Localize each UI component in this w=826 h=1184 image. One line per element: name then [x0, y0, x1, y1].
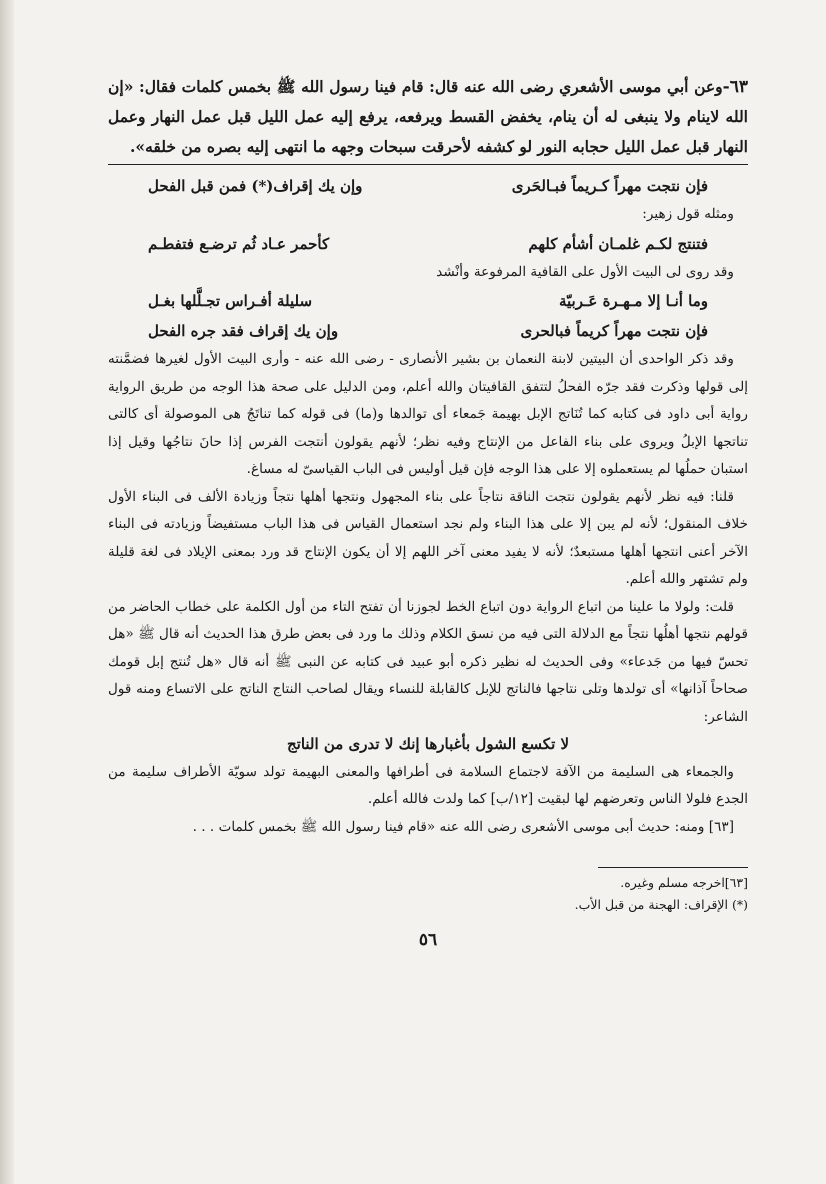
document-page	[108, 72, 748, 950]
hadith-63	[108, 72, 748, 162]
hadith-number: ٦٣-	[722, 77, 748, 97]
verse-1-right: فإن نتجت مهراً كـريماً فبـالحَرى	[511, 177, 708, 195]
verse-4-right: فإن نتجت مهراً كريماً فبالحرى	[520, 322, 708, 340]
verse-3-right: وما أنـا إلا مـهـرة عَـربيّة	[558, 292, 708, 310]
verse-4-left: وإن يك إقراف فقد جره الفحل	[148, 322, 339, 340]
verse-4	[108, 316, 748, 346]
verse-1	[108, 171, 748, 201]
verse-2-right: فتنتج لكـم غلمـان أشأم كلهم	[528, 234, 708, 253]
scan-left-edge	[0, 0, 14, 1184]
verse-2-left: كأحمر عـاد ثُم ترضـع فتفطـم	[148, 234, 330, 253]
intro-recite: وقد روى لى البيت الأول على القافية المرفوعة وأنْشد	[436, 263, 734, 280]
intro-zuhair: ومثله قول زهير:	[642, 206, 734, 222]
verse-1-left: وإن يك إقراف(*) فمن قبل الفحل	[148, 177, 363, 195]
verse-3	[108, 286, 748, 316]
footnote-2: (*) الإقراف: الهجنة من قبل الأب.	[574, 897, 748, 912]
verse-3-left: سليلة أفـراس تجـلَّلها بغـل	[148, 292, 313, 310]
paragraph-3: قلت: ولولا ما علينا من اتباع الرواية دون اتباع الخط لجوزنا أن تفتح التاء من أول الكلمة على خطاب الحاضر من قولهم نتجها أهلُها نتجاً مع الدلالة التى فيه من نسق الكلام وذلك ما ورد فى بعض طرق هذا الحديث أنه قال ﷺ «هل تحسّ فيها من جَدعاء» وفى الحديث له نظير ذكره أبو عبيد فى كتابه عن النبى ﷺ أنه قال «هل تُنتج إبل قومك صحاحاً آذانها» أى تولدها وتلى نتاجها فالناتج للإبل كالقابلة للنساء ويقال لصاحب النتاج الناتج على الاتساع ومنه قول الشاعر:	[108, 598, 748, 725]
footnote-rule	[598, 867, 748, 868]
paragraph-1: وقد ذكر الواحدى أن البيتين لابنة النعمان بن بشير الأنصارى - رضى الله عنه - وأرى البيت الأول لغيرها فضمَّنته إلى قولها وذكرت فقد جرّه الفحلُ لتتفق القافيتان والله أعلم، ومن الدليل على صحة هذا الوجه من طريق الرواية رواية أبى داود فى كتابه كما تُنَاتج الإبل بهيمة جَمعاء أى توالدها و(ما) فى قوله كما تناتَجُ هى الموصولة أى كالتى تناتجها الإبلُ ويروى على بناء الفاعل من الإنتاج وفيه نظر؛ لأنهم يقولون أنتجت الفرس إذا حانَ نتاجُها وقيل إذا استبان حملُها لم يستعملوه إلا على هذا الوجه فإن قيل أوليس فى الباب القياسىّ له مساغ.	[108, 351, 748, 477]
verse-2	[108, 229, 748, 259]
header-rule	[108, 164, 748, 165]
paragraph-5: [٦٣] ومنه: حديث أبى موسى الأشعرى رضى الله عنه «قام فينا رسول الله ﷺ بخمس كلمات . . .	[192, 818, 734, 835]
page-number: ٥٦	[418, 930, 438, 950]
verse-5: لا تكسع الشول بأغبارها إنك لا تدرى من الناتج	[286, 735, 570, 753]
hadith-text: وعن أبي موسى الأشعري رضى الله عنه قال: قام فينا رسول الله ﷺ بخمس كلمات فقال: «إن الله لاينام ولا ينبغى له أن ينام، يخفض القسط ويرفعه، يرفع إليه عمل الليل قبل عمل النهار وعمل النهار قبل عمل الليل حجابه النور لو كشفه لأحرقت سبحات وجهه ما انتهى إليه بصره من خلقه».	[108, 77, 748, 156]
paragraph-4: والجمعاء هى السليمة من الآفة لاجتماع السلامة فى أطرافها والمعنى البهيمة تولد سويّة الأطراف سليمة من الجدع فلولا الناس وتعرضهم لها لبقيت [١٢/ب] كما ولدت فالله أعلم.	[108, 763, 748, 807]
footnote-1: [٦٣]اخرجه مسلم وغيره.	[620, 875, 748, 890]
paragraph-2: قلنا: فيه نظر لأنهم يقولون نتجت الناقة نتاجاً على بناء المجهول ونتجها أهلها نتجاً وزيادة الألف فى البناء الأول خلاف المنقول؛ لأنه لم يبن إلا على هذا البناء ولم نجد استعمال القياس فى هذا الباب مستفيضاً وزيادته فى البناء الآخر أعنى انتجها أهلها مستبعدٌ؛ لأنه لا يفيد معنى آخر اللهم إلا أن يكون الإنتاج قد ورد بمعنى الإيلاد فى لغة قليلة ولم تشتهر والله أعلم.	[108, 488, 748, 587]
